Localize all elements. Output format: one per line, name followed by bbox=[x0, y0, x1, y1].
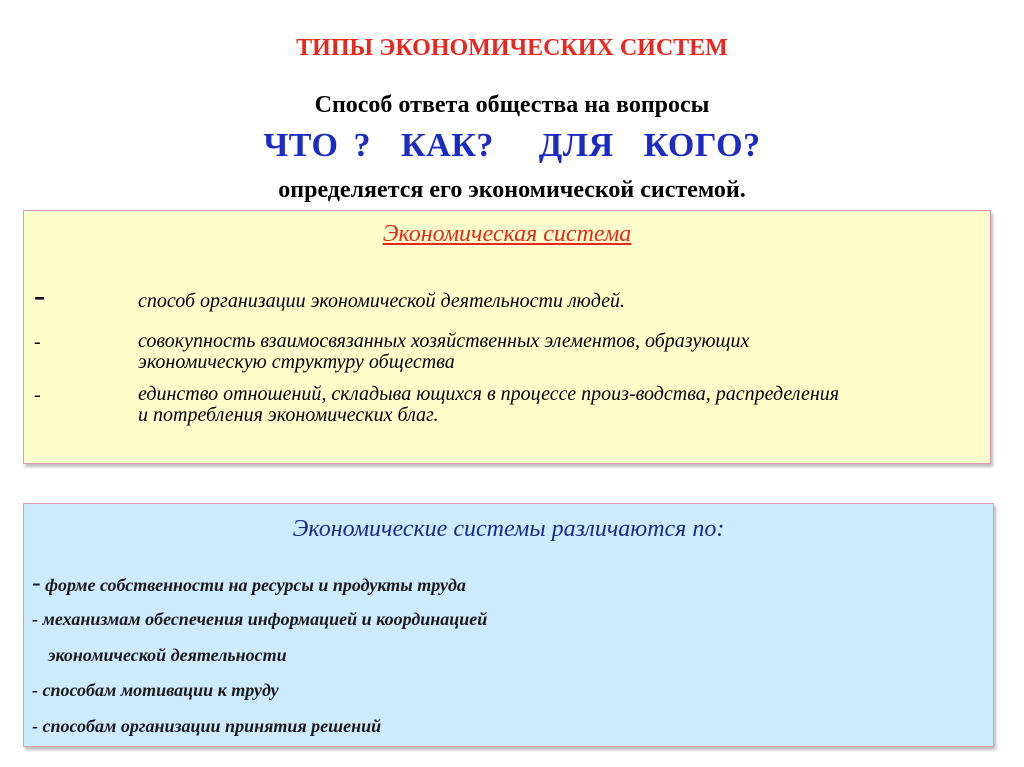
difference-item bbox=[32, 568, 466, 598]
definition-box-title: Экономическая система bbox=[382, 221, 632, 247]
intro-line-1: Способ ответа общества на вопросы bbox=[314, 92, 710, 118]
difference-item-continued: экономической деятельности bbox=[48, 645, 287, 665]
definition-item-text: совокупность взаимосвязанных хозяйственных элементов, образующих экономическую структуру общества bbox=[138, 330, 750, 373]
key-questions: ЧТО ? КАК? ДЛЯ КОГО? bbox=[263, 127, 761, 164]
definition-box bbox=[23, 210, 991, 464]
differences-box bbox=[23, 503, 994, 747]
bullet-dash: - bbox=[34, 277, 46, 314]
bullet-dash: - bbox=[32, 568, 41, 597]
difference-item: - способам организации принятия решений bbox=[32, 716, 382, 736]
bullet-dash: - bbox=[34, 331, 41, 353]
slide-title: ТИПЫ ЭКОНОМИЧЕСКИХ СИСТЕМ bbox=[296, 35, 728, 61]
definition-item-text: единство отношений, складыва ющихся в процессе произ-водства, распределения и потребления экономических благ. bbox=[138, 383, 840, 426]
definition-item-text: способ организации экономической деятельности людей. bbox=[138, 290, 626, 312]
difference-item-text: форме собственности на ресурсы и продукты труда bbox=[45, 575, 466, 595]
difference-item: - механизмам обеспечения информацией и координацией bbox=[32, 609, 488, 629]
intro-line-2: определяется его экономической системой. bbox=[278, 177, 746, 203]
difference-item: - способам мотивации к труду bbox=[32, 680, 279, 700]
differences-box-title: Экономические системы различаются по: bbox=[292, 516, 725, 542]
bullet-dash: - bbox=[34, 384, 41, 406]
